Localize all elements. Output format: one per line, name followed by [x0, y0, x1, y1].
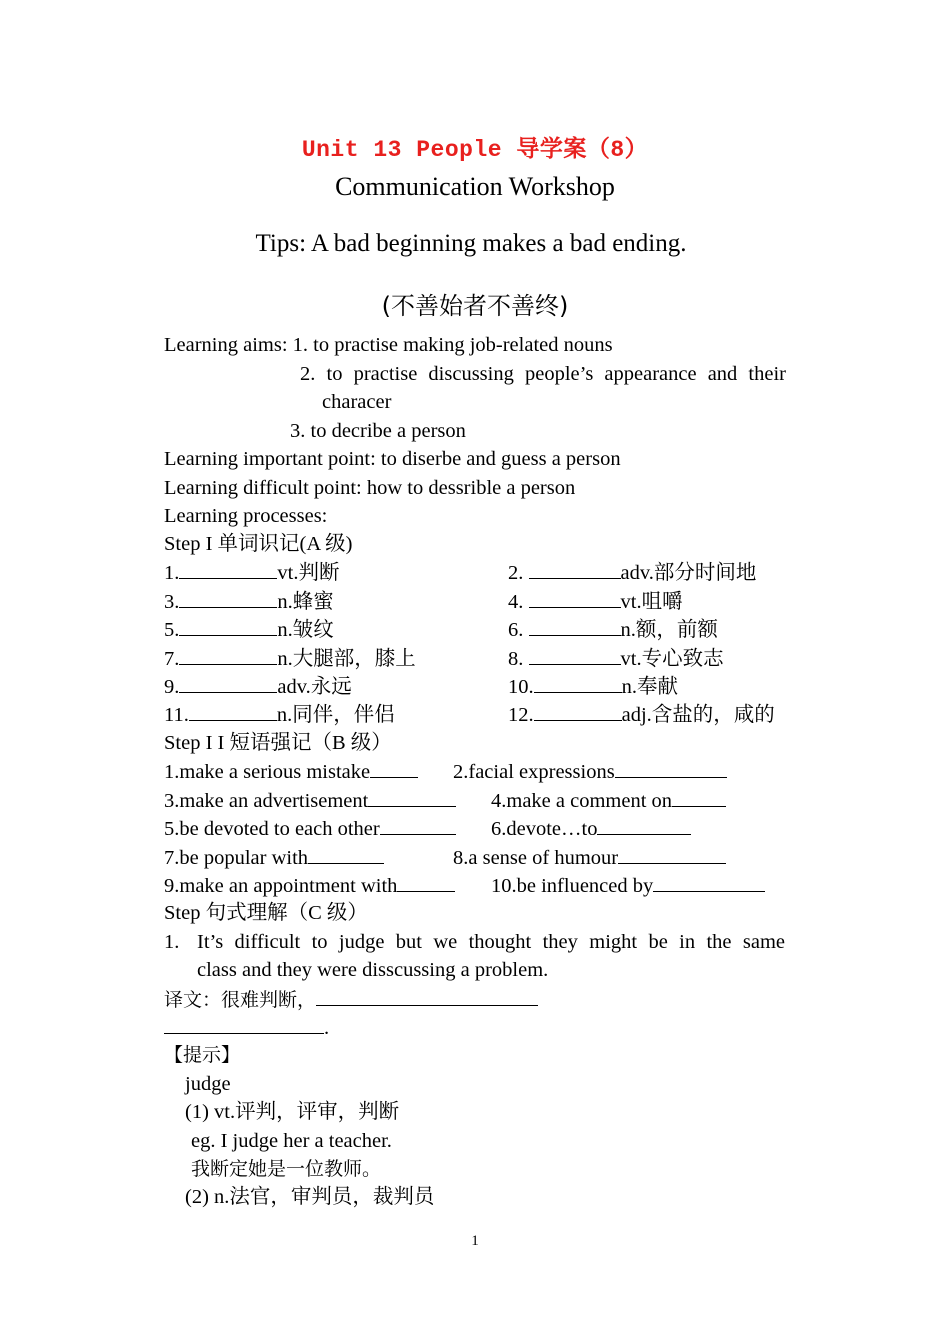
word-item: 5. n.皱纹 [164, 615, 334, 644]
answer-blank[interactable] [380, 814, 456, 835]
word-item: 3. n.蜂蜜 [164, 587, 334, 616]
answer-blank[interactable] [529, 558, 621, 579]
answer-blank[interactable] [179, 587, 277, 608]
answer-blank[interactable] [370, 757, 418, 778]
word-item: 9. adv.永远 [164, 672, 352, 701]
hint-meaning-2: (2) n.法官，审判员，裁判员 [185, 1186, 435, 1208]
sentence-number: 1. [164, 931, 180, 953]
answer-blank[interactable] [615, 757, 727, 778]
word-item: 1. vt.判断 [164, 558, 339, 587]
tips-chinese: (不善始者不善终) [381, 292, 569, 320]
word-item: 6. n.额，前额 [508, 615, 718, 644]
word-item: 4. vt.咀嚼 [508, 587, 683, 616]
word-item: 12. adj.含盐的，咸的 [508, 700, 775, 729]
answer-blank[interactable] [529, 644, 621, 665]
answer-blank[interactable] [179, 615, 277, 636]
answer-blank[interactable] [179, 558, 277, 579]
hint-example: eg. I judge her a teacher. [191, 1130, 392, 1152]
phrase-item: 6.devote…to [491, 814, 691, 843]
phrase-item: 2.facial expressions [453, 757, 727, 786]
learning-difficult-point: Learning difficult point: how to dessrible a person [164, 477, 576, 499]
hint-label: 【提示】 [164, 1044, 241, 1066]
phrase-item: 4.make a comment on [491, 786, 726, 815]
answer-blank[interactable] [653, 871, 765, 892]
step2-heading: Step I I 短语强记（B 级） [164, 732, 392, 754]
tips-line: Tips: A bad beginning makes a bad ending. [255, 230, 687, 257]
hint-meaning-1: (1) vt.评判，评审，判断 [185, 1101, 400, 1123]
answer-blank[interactable] [618, 843, 726, 864]
translation-blank-2[interactable] [164, 1013, 324, 1034]
answer-blank[interactable] [397, 871, 455, 892]
word-item: 10. n.奉献 [508, 672, 678, 701]
phrase-item: 5.be devoted to each other [164, 814, 456, 843]
phrase-item: 10.be influenced by [491, 871, 765, 900]
answer-blank[interactable] [534, 700, 622, 721]
step1-heading: Step I 单词识记(A 级) [164, 533, 353, 555]
phrase-item: 1.make a serious mistake [164, 757, 418, 786]
learning-aim-2: 2. to practise discussing people’s appearance and their [300, 363, 786, 385]
hint-example-cn: 我断定她是一位教师。 [191, 1158, 382, 1180]
phrase-item: 7.be popular with [164, 843, 384, 872]
answer-blank[interactable] [179, 644, 277, 665]
word-item: 8. vt.专心致志 [508, 644, 724, 673]
step3-heading: Step 句式理解（C 级） [164, 902, 368, 924]
answer-blank[interactable] [529, 587, 621, 608]
learning-processes: Learning processes: [164, 505, 328, 527]
document-title: Unit 13 People 导学案（8） [301, 137, 649, 163]
hint-word: judge [185, 1073, 231, 1095]
answer-blank[interactable] [529, 615, 621, 636]
page-number: 1 [471, 1233, 479, 1249]
answer-blank[interactable] [597, 814, 691, 835]
learning-aim-2-cont: characer [322, 391, 392, 413]
phrase-item: 8.a sense of humour [453, 843, 726, 872]
learning-important-point: Learning important point: to diserbe and guess a person [164, 448, 621, 470]
answer-blank[interactable] [189, 700, 277, 721]
answer-blank[interactable] [308, 843, 384, 864]
word-item: 11. n.同伴，伴侣 [164, 700, 395, 729]
word-item: 7. n.大腿部，膝上 [164, 644, 416, 673]
answer-blank[interactable] [179, 672, 277, 693]
answer-blank[interactable] [368, 786, 456, 807]
answer-blank[interactable] [534, 672, 622, 693]
answer-blank[interactable] [672, 786, 726, 807]
phrase-item: 9.make an appointment with [164, 871, 455, 900]
word-item: 2. adv.部分时间地 [508, 558, 756, 587]
translation-line: 译文：很难判断， [164, 985, 538, 1014]
learning-aims-label: Learning aims: 1. to practise making job-related nouns [164, 334, 613, 356]
document-subtitle: Communication Workshop [335, 172, 615, 201]
translation-blank[interactable] [316, 985, 538, 1006]
sentence-line-1: It’s difficult to judge but we thought they might be in the same [197, 931, 785, 953]
sentence-line-2: class and they were disscussing a problem. [197, 959, 549, 981]
translation-line-2: . [164, 1013, 329, 1042]
learning-aim-3: 3. to decribe a person [290, 420, 466, 442]
phrase-item: 3.make an advertisement [164, 786, 456, 815]
